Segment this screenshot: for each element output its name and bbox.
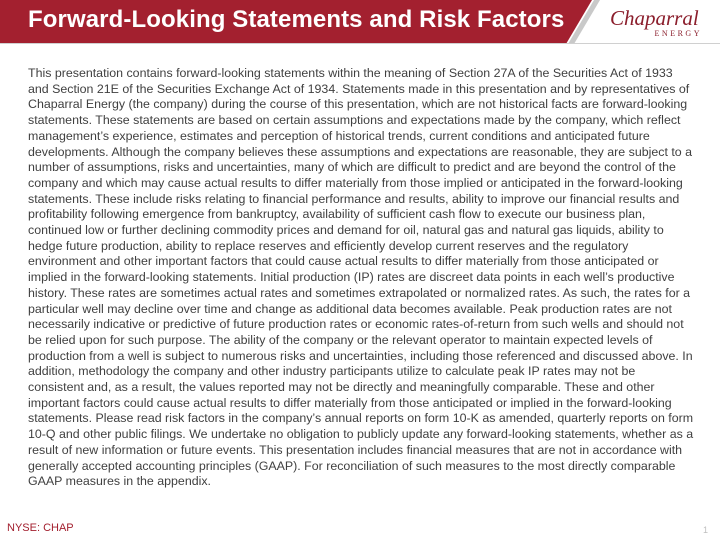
logo-subtitle: ENERGY bbox=[654, 29, 702, 38]
slide-title: Forward-Looking Statements and Risk Factors bbox=[28, 6, 565, 33]
disclaimer-paragraph: This presentation contains forward-looking statements within the meaning of Section 27A of the Securities Act of 1933 and Section 21E of the Securities Exchange Act of 1934. Statements made in this presentation and by representatives of Chaparral Energy (the company) during the course of this presentation, which are not historical facts are forward-looking statements. These statements are based on certain assumptions and expectations made by the company, which reflect management’s experience, estimates and perception of historical trends, current conditions and anticipated future developments. Although the company believes these assumptions and expectations are reasonable, they are subject to a number of assumptions, risks and uncertainties, many of which are difficult to predict and are beyond the control of the company and which may cause actual results to differ materially from those implied or anticipated in the forward-looking statements. These include risks relating to financial performance and results, ability to improve our financial results and profitability following emergence from bankruptcy, availability of sufficient cash flow to execute our business plan, continued low or further declining commodity prices and demand for oil, natural gas and natural gas liquids, ability to hedge future production, ability to replace reserves and efficiently develop current reserves and the regulatory environment and other important factors that could cause actual results to differ materially from those anticipated or implied in the forward-looking statements. Initial production (IP) rates are discreet data points in each well’s productive history. These rates are sometimes actual rates and sometimes extrapolated or normalized rates. As such, the rates for a particular well may decline over time and change as additional data becomes available. Peak production rates are not necessarily indicative or predictive of future production rates or economic rates-of-return from such wells and should not be relied upon for such purpose. The ability of the company or the relevant operator to maintain expected levels of production from a well is subject to numerous risks and uncertainties, including those referenced and discussed above. In addition, methodology the company and other industry participants utilize to calculate peak IP rates may not be consistent and, as a result, the values reported may not be directly and meaningfully comparable. These and other important factors could cause actual results to differ materially from those anticipated or implied in the forward-looking statements. Please read risk factors in the company’s annual reports on form 10-K as amended, quarterly reports on form 10-Q and other public filings. We undertake no obligation to publicly update any forward-looking statements, whether as a result of new information or future events. This presentation includes financial measures that are not in accordance with generally accepted accounting principles (GAAP). For reconciliation of such measures to the most directly comparable GAAP measures in the appendix. bbox=[28, 66, 694, 489]
slide-header bbox=[0, 0, 720, 44]
logo-wordmark: Chaparral bbox=[610, 6, 699, 30]
page-number: 1 bbox=[702, 525, 708, 535]
company-logo bbox=[610, 6, 714, 42]
stock-ticker: NYSE: CHAP bbox=[7, 522, 74, 534]
